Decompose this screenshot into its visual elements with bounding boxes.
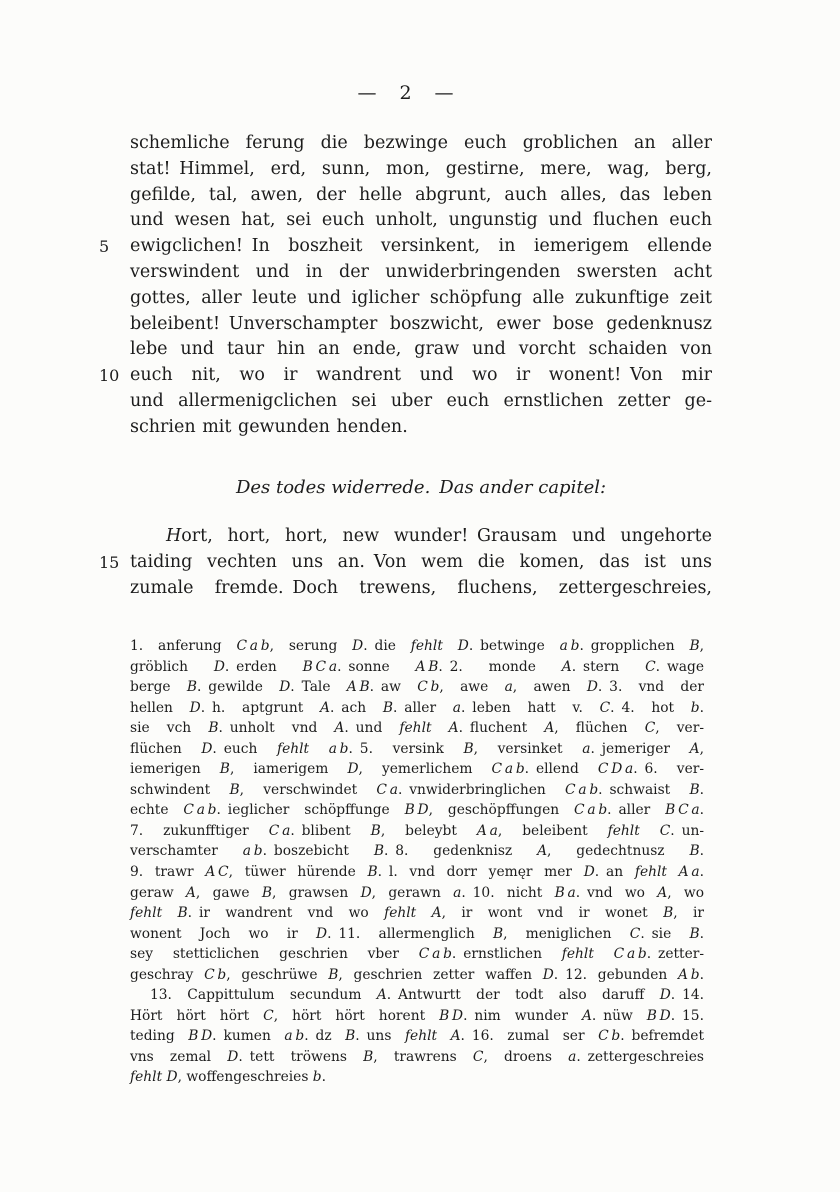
text-segment: . 4. hot xyxy=(610,699,691,716)
italic-text-segment: C a xyxy=(268,822,291,839)
text-segment: . aller xyxy=(392,699,453,716)
text-segment: verswindent und in der unwiderbringenden swersten acht xyxy=(130,261,712,282)
text-segment: , iamerigem xyxy=(229,761,348,778)
italic-text-segment: B xyxy=(363,1048,374,1065)
text-line xyxy=(130,677,704,698)
text-segment: iemerigen xyxy=(130,761,220,778)
text-segment: . leben hatt v. xyxy=(461,699,600,716)
italic-text-segment: B xyxy=(689,638,700,654)
text-segment: und allermenigclichen sei uber euch ernstlichen zetter ge- xyxy=(130,390,712,411)
italic-text-segment: D xyxy=(542,966,554,983)
italic-text-segment: fehlt A a xyxy=(634,864,700,881)
text-segment: , droens xyxy=(483,1048,569,1065)
text-line xyxy=(130,131,712,157)
text-segment: zumale fremde. Doch trewens, fluchens, zettergeschreies, xyxy=(130,577,712,598)
text-segment: . xyxy=(321,1069,327,1086)
italic-text-segment: B D xyxy=(646,1007,671,1024)
text-line xyxy=(130,883,704,904)
italic-text-segment: b xyxy=(690,699,700,716)
text-segment: , geschrien zetter waffen xyxy=(338,966,543,983)
text-segment: , awen xyxy=(512,679,587,696)
text-segment: . boszebicht xyxy=(262,843,374,860)
text-line xyxy=(130,944,704,965)
italic-text-segment: A xyxy=(537,843,548,860)
italic-text-segment: B C a xyxy=(302,658,338,675)
text-segment: teding xyxy=(130,1028,189,1045)
text-segment: , verschwindet xyxy=(239,781,377,798)
text-segment: lebe und taur hin an ende, graw und vorcht schaiden von xyxy=(130,339,712,360)
text-segment: sey stetticlichen geschrien vber xyxy=(130,946,419,963)
italic-text-segment: a b xyxy=(559,638,580,654)
text-line xyxy=(130,821,704,842)
italic-text-segment: A xyxy=(334,720,345,737)
second-paragraph xyxy=(99,524,712,601)
italic-text-segment: a xyxy=(453,884,462,901)
text-segment: geraw xyxy=(130,884,186,901)
text-segment: . sie xyxy=(640,925,690,942)
text-line xyxy=(99,363,712,389)
chapter-heading: Des todes widerrede. Das ander capitel: xyxy=(235,477,607,498)
line-number: 15 xyxy=(99,552,120,572)
text-line xyxy=(130,657,704,678)
text-segment: . dz xyxy=(304,1028,346,1045)
text-segment: , gedechtnusz xyxy=(547,843,690,860)
text-segment: . zetter- xyxy=(646,946,704,963)
text-segment: taiding vechten uns an. Von wem die komen, das ist uns xyxy=(130,551,712,572)
text-segment: . aller xyxy=(607,802,666,819)
text-segment: . betwinge xyxy=(468,638,560,654)
italic-text-segment: B D xyxy=(188,1028,213,1045)
text-line xyxy=(130,759,704,780)
italic-text-segment: B xyxy=(345,1028,356,1045)
italic-text-segment: B xyxy=(689,781,700,798)
italic-text-segment: D xyxy=(227,1048,239,1065)
text-segment: . 11. allermenglich xyxy=(327,925,493,942)
text-segment: , woffengeschreies xyxy=(177,1069,313,1086)
text-line xyxy=(130,1047,704,1068)
italic-text-segment: B xyxy=(463,740,474,757)
text-segment: gefilde, tal, awen, der helle abgrunt, auch alles, das leben xyxy=(130,184,712,205)
text-segment: , geschöpffungen xyxy=(428,802,575,819)
critical-apparatus xyxy=(130,636,704,1088)
text-line xyxy=(130,1026,704,1047)
italic-text-segment: fehlt C a b xyxy=(561,946,647,963)
italic-text-segment: A b xyxy=(678,966,700,983)
text-segment: . unholt vnd xyxy=(218,720,335,737)
italic-text-segment: A B xyxy=(346,679,370,696)
text-line xyxy=(130,286,712,312)
italic-text-segment: D xyxy=(347,761,359,778)
text-segment: , wo xyxy=(667,884,705,901)
italic-text-segment: A xyxy=(561,658,572,675)
text-line xyxy=(130,924,704,945)
italic-text-segment: a xyxy=(452,699,461,716)
italic-text-segment: A a xyxy=(476,822,498,839)
italic-text-segment: B xyxy=(208,720,219,737)
text-segment: . und xyxy=(344,720,400,737)
text-segment: . sonne xyxy=(337,658,416,675)
italic-text-segment: D xyxy=(586,679,598,696)
text-line xyxy=(130,965,704,986)
text-segment: . kumen xyxy=(212,1028,285,1045)
text-segment: . 14. xyxy=(670,987,705,1004)
text-segment: vns zemal xyxy=(130,1048,228,1065)
text-segment: schrien mit gewunden henden. xyxy=(130,416,408,437)
text-segment: . euch xyxy=(212,740,277,757)
text-segment: schwindent xyxy=(130,781,230,798)
text-segment: . xyxy=(699,925,704,942)
italic-text-segment: B xyxy=(370,822,381,839)
text-segment: . 6. ver- xyxy=(633,761,704,778)
italic-text-segment: B xyxy=(186,679,198,696)
text-segment: euch nit, wo ir wandrent und wo ir wonent! Von mir xyxy=(130,365,712,386)
text-segment: . 8. gedenknisz xyxy=(383,843,538,860)
text-segment: . aw xyxy=(369,679,418,696)
text-line xyxy=(130,524,712,550)
italic-text-segment: A xyxy=(320,699,330,716)
italic-text-segment: A xyxy=(581,1007,592,1024)
text-segment: gröblich xyxy=(130,658,214,675)
text-segment: . nim wunder xyxy=(463,1007,582,1024)
text-segment: , serung xyxy=(269,638,353,654)
italic-text-segment: A xyxy=(657,884,668,901)
italic-text-segment: B xyxy=(229,781,240,798)
text-segment: . gropplichen xyxy=(579,638,690,654)
text-segment: , xyxy=(699,740,704,757)
text-segment: , xyxy=(699,638,704,654)
italic-text-segment: D xyxy=(583,864,595,881)
text-segment: . vnd wo xyxy=(575,884,658,901)
italic-text-segment: B C a xyxy=(665,802,700,819)
page-number xyxy=(0,82,812,104)
text-segment: . xyxy=(699,802,704,819)
text-segment: . ernstlichen xyxy=(451,946,562,963)
italic-text-segment: B xyxy=(328,966,339,983)
text-line xyxy=(130,1067,704,1088)
text-segment: . xyxy=(699,864,704,881)
text-segment: . 5. versink xyxy=(348,740,464,757)
text-line xyxy=(130,862,704,883)
italic-text-segment: C a b xyxy=(491,761,525,778)
italic-text-segment: C a b xyxy=(236,638,270,654)
italic-text-segment: fehlt B xyxy=(130,905,188,922)
text-segment: . befremdet xyxy=(620,1028,704,1045)
text-segment: wonent Joch wo ir xyxy=(130,925,317,942)
italic-text-segment: fehlt D xyxy=(410,638,469,654)
italic-text-segment: fehlt D xyxy=(130,1069,178,1086)
text-segment: . an xyxy=(594,864,635,881)
text-segment: , tüwer hürende xyxy=(228,864,368,881)
text-segment: , gawe xyxy=(195,884,262,901)
italic-text-segment: B D xyxy=(439,1007,464,1024)
text-line xyxy=(130,312,712,338)
text-line xyxy=(130,1006,704,1027)
line-number: 10 xyxy=(99,366,120,386)
text-segment: 7. zukunfftiger xyxy=(130,822,269,839)
text-segment: . un- xyxy=(670,822,704,839)
text-line xyxy=(130,698,704,719)
text-segment: sie vch xyxy=(130,720,209,737)
text-line xyxy=(130,903,704,924)
italic-text-segment: B xyxy=(492,925,504,942)
text-segment: , yemerlichem xyxy=(358,761,492,778)
italic-text-segment: D xyxy=(352,638,364,654)
italic-text-segment: C b xyxy=(417,679,440,696)
italic-text-segment: B xyxy=(663,905,674,922)
text-line xyxy=(99,550,712,576)
text-segment: , awe xyxy=(439,679,505,696)
line-number: 5 xyxy=(99,237,110,257)
text-segment: 1. anferung xyxy=(130,638,237,654)
italic-text-segment: B xyxy=(219,761,230,778)
text-line xyxy=(99,234,712,260)
text-line xyxy=(130,183,712,209)
text-segment: . schwaist xyxy=(598,781,690,798)
text-segment: . nüw xyxy=(591,1007,647,1024)
text-segment: , grawsen xyxy=(272,884,361,901)
text-segment: , versinket xyxy=(473,740,583,757)
italic-text-segment: C a b xyxy=(565,781,599,798)
italic-text-segment: D xyxy=(279,679,291,696)
text-segment: ewigclichen! In boszheit versinkent, in iemerigem ellende xyxy=(130,236,712,257)
text-line xyxy=(130,841,704,862)
text-segment: , meniglichen xyxy=(503,925,630,942)
text-segment: . xyxy=(699,966,704,983)
text-segment: . 3. vnd der xyxy=(597,679,704,696)
text-segment: . ir wandrent vnd wo xyxy=(187,905,385,922)
text-segment: und wesen hat, sei euch unholt, ungunstig und fluchen euch xyxy=(130,210,712,231)
text-segment: . jemeriger xyxy=(590,740,690,757)
text-segment: 9. trawr xyxy=(130,864,206,881)
text-segment: schemliche ferung die bezwinge euch groblichen an aller xyxy=(130,133,712,153)
text-segment: . Antwurtt der todt also daruff xyxy=(386,987,660,1004)
page-number-dash-left: — xyxy=(357,82,378,104)
italic-text-segment: H xyxy=(166,526,182,546)
italic-text-segment: B D xyxy=(404,802,429,819)
italic-text-segment: fehlt C xyxy=(607,822,671,839)
text-segment: . wage xyxy=(655,658,704,675)
italic-text-segment: B a xyxy=(554,884,576,901)
text-segment: . 12. gebunden xyxy=(553,966,679,983)
text-line xyxy=(130,389,712,415)
text-line xyxy=(130,415,712,441)
text-segment: 13. Cappittulum secundum xyxy=(150,987,377,1004)
italic-text-segment: a b xyxy=(284,1028,305,1045)
italic-text-segment: A xyxy=(185,884,196,901)
italic-text-segment: C a xyxy=(376,781,398,798)
italic-text-segment: C xyxy=(644,720,656,737)
text-line xyxy=(130,780,704,801)
text-segment: , ver- xyxy=(655,720,704,737)
text-segment: . vnwiderbringlichen xyxy=(397,781,566,798)
italic-text-segment: C xyxy=(472,1048,484,1065)
text-line xyxy=(130,576,712,602)
text-segment: . h. aptgrunt xyxy=(200,699,321,716)
italic-text-segment: C b xyxy=(204,966,227,983)
text-segment: geschray xyxy=(130,966,205,983)
italic-text-segment: D xyxy=(659,987,671,1004)
italic-text-segment: D xyxy=(360,884,372,901)
text-line xyxy=(130,208,712,234)
italic-text-segment: A xyxy=(376,987,387,1004)
text-segment: . gewilde xyxy=(197,679,280,696)
text-line xyxy=(130,985,704,1006)
italic-text-segment: B xyxy=(261,884,273,901)
text-segment: , geschrüwe xyxy=(226,966,329,983)
text-segment: . erden xyxy=(224,658,303,675)
italic-text-segment: C D a xyxy=(597,761,634,778)
italic-text-segment: B xyxy=(689,925,700,942)
text-segment: . ellend xyxy=(524,761,598,778)
italic-text-segment: C xyxy=(599,699,611,716)
italic-text-segment: B xyxy=(373,843,384,860)
text-line xyxy=(130,718,704,739)
text-segment: , ir xyxy=(673,905,705,922)
italic-text-segment: B xyxy=(382,699,393,716)
italic-text-segment: A B xyxy=(415,658,439,675)
italic-text-segment: B xyxy=(689,843,700,860)
page-number-dash-right: — xyxy=(434,82,455,104)
text-segment: . xyxy=(699,781,704,798)
text-segment: . fluchent xyxy=(458,720,545,737)
text-segment: . 15. xyxy=(670,1007,704,1024)
page-number-value: 2 xyxy=(399,82,413,104)
italic-text-segment: D xyxy=(213,658,225,675)
italic-text-segment: A C xyxy=(205,864,229,881)
text-segment: echte xyxy=(130,802,184,819)
italic-text-segment: a xyxy=(568,1048,577,1065)
italic-text-segment: a b xyxy=(242,843,263,860)
text-segment: . 2. monde xyxy=(438,658,562,675)
text-segment: . 10. nicht xyxy=(461,884,555,901)
text-line xyxy=(130,739,704,760)
text-segment: . Tale xyxy=(290,679,347,696)
text-line xyxy=(130,337,712,363)
italic-text-segment: D xyxy=(316,925,328,942)
text-line xyxy=(130,636,704,657)
italic-text-segment: fehlt A xyxy=(384,905,442,922)
text-segment: , gerawn xyxy=(371,884,454,901)
text-segment: . l. vnd dorr yemęr mer xyxy=(377,864,584,881)
text-line xyxy=(130,260,712,286)
text-line xyxy=(130,157,712,183)
italic-text-segment: C a b xyxy=(418,946,452,963)
text-segment: . uns xyxy=(355,1028,405,1045)
text-segment: . xyxy=(699,843,704,860)
italic-text-segment: B xyxy=(367,864,378,881)
text-segment: ort, hort, hort, new wunder! Grausam und ungehorte xyxy=(181,526,712,546)
text-segment: . ach xyxy=(329,699,383,716)
italic-text-segment: C a b xyxy=(574,802,608,819)
text-segment: beleibent! Unverschampter boszwicht, ewer bose gedenknusz xyxy=(130,313,712,334)
text-segment: hellen xyxy=(130,699,190,716)
text-segment: , beleibent xyxy=(497,822,608,839)
text-segment: verschamter xyxy=(130,843,243,860)
italic-text-segment: C a b xyxy=(183,802,217,819)
italic-text-segment: C b xyxy=(598,1028,621,1045)
text-segment: flüchen xyxy=(130,740,202,757)
main-paragraph xyxy=(99,131,712,441)
text-segment: . zettergeschreies xyxy=(576,1048,704,1065)
text-line xyxy=(130,800,704,821)
text-segment: . die xyxy=(363,638,411,654)
italic-text-segment: a xyxy=(504,679,513,696)
italic-text-segment: a xyxy=(582,740,591,757)
text-segment: . stern xyxy=(571,658,646,675)
text-segment: , ir wont vnd ir wonet xyxy=(441,905,664,922)
text-segment: , beleybt xyxy=(380,822,477,839)
text-segment: . blibent xyxy=(290,822,371,839)
italic-text-segment: b xyxy=(312,1069,322,1086)
text-segment: . ieglicher schöpffunge xyxy=(216,802,405,819)
italic-text-segment: fehlt a b xyxy=(276,740,349,757)
italic-text-segment: C xyxy=(645,658,656,675)
text-segment: . 16. zumal ser xyxy=(460,1028,599,1045)
italic-text-segment: A xyxy=(689,740,700,757)
text-segment: stat! Himmel, erd, sunn, mon, gestirne, mere, wag, berg, xyxy=(130,158,712,179)
text-segment: . xyxy=(699,699,704,716)
italic-text-segment: D xyxy=(189,699,201,716)
text-segment: , trawrens xyxy=(373,1048,473,1065)
text-segment: , hört hört horent xyxy=(273,1007,440,1024)
italic-text-segment: C xyxy=(629,925,641,942)
italic-text-segment: C xyxy=(263,1007,274,1024)
text-segment: . tett tröwens xyxy=(238,1048,364,1065)
text-segment: gottes, aller leute und iglicher schöpfung alle zukunftige zeit xyxy=(130,287,712,308)
italic-text-segment: A xyxy=(544,720,555,737)
text-segment: , flüchen xyxy=(554,720,645,737)
italic-text-segment: D xyxy=(201,740,213,757)
text-segment: berge xyxy=(130,679,187,696)
text-segment: Hört hört hört xyxy=(130,1007,264,1024)
italic-text-segment: fehlt A xyxy=(399,720,459,737)
italic-text-segment: fehlt A xyxy=(404,1028,461,1045)
